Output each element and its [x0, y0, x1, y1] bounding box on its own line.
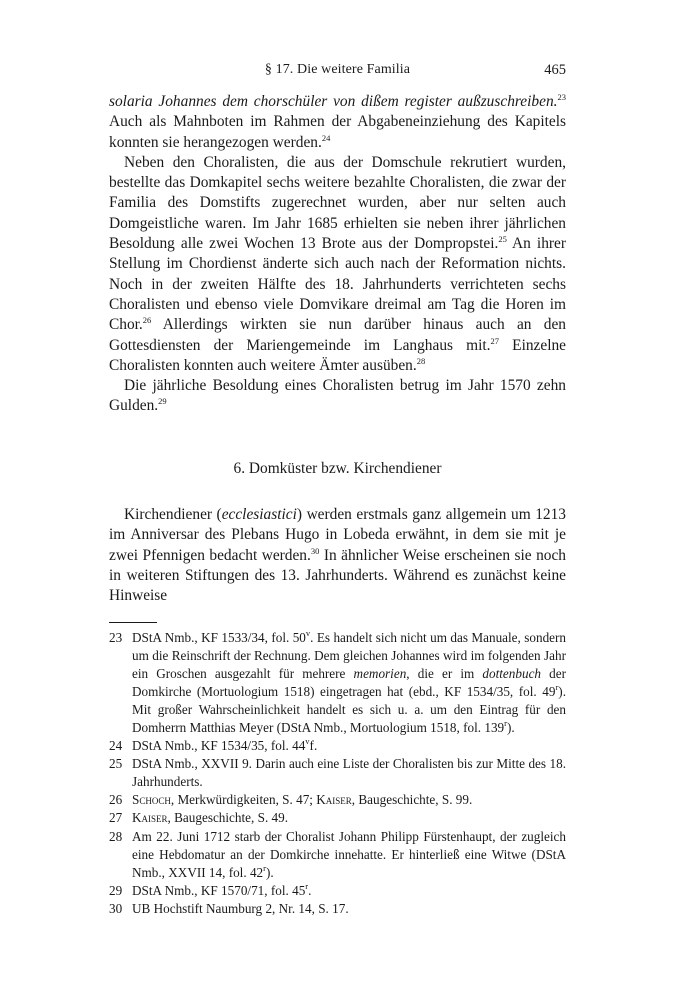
footnote-ref[interactable]: 24	[321, 132, 331, 143]
footnote-ref[interactable]: 29	[158, 396, 167, 407]
footnote-text: DStA Nmb., KF 1570/71, fol. 45	[132, 882, 306, 898]
footnote-number: 23	[109, 629, 123, 645]
footnote-separator	[109, 622, 157, 623]
paragraph	[109, 376, 566, 417]
footnote-text: , Baugeschichte, S. 99.	[351, 792, 473, 808]
paragraph	[109, 505, 566, 606]
footnote-ref[interactable]: 30	[310, 545, 320, 556]
paragraph-text: Einzelne Choralisten konnten auch weitere Ämter ausüben.	[109, 336, 567, 374]
folio-side: r	[263, 862, 266, 873]
footnote-text: , Merkwürdigkeiten, S. 47;	[170, 792, 317, 808]
footnote-ref[interactable]: 23	[557, 92, 566, 102]
footnote	[109, 882, 566, 900]
footnote	[109, 828, 566, 882]
folio-side: r	[305, 880, 309, 891]
footnote-ref[interactable]: 27	[490, 335, 500, 346]
footnote-text: der Domkirche (Mortuologium 1518) eingetragen hat (ebd., KF 1534/35, fol. 49	[132, 665, 567, 699]
folio-side: v	[305, 627, 311, 638]
footnote-text: UB Hochstift Naumburg 2, Nr. 14, S. 17.	[132, 900, 349, 916]
paragraph-text: Kirchendiener (	[124, 506, 222, 524]
author-name: Kaiser	[132, 810, 168, 826]
footnote-text: ).	[507, 720, 515, 735]
footnote-text: DStA Nmb., XXVII 9. Darin auch eine Liste der Choralisten bis zur Mitte des 18. Jahrhunderts.	[132, 756, 566, 790]
section-heading: 6. Domküster bzw. Kirchendiener	[233, 459, 442, 477]
footnote	[109, 755, 566, 791]
footnote-number: 26	[109, 792, 123, 808]
footnote-ref[interactable]: 26	[142, 315, 152, 326]
footnote-text: ). Mit großer Wahrscheinlichkeit handelt es sich u. a. um den Eintrag für den Domherrn Matthias Meyer (DStA Nmb., Mortuologium 1518, fol. 139	[132, 683, 566, 735]
footnote	[109, 629, 566, 738]
footnote-text: DStA Nmb., KF 1533/34, fol. 50	[132, 629, 306, 645]
footnote	[109, 791, 566, 809]
footnote-ref[interactable]: 28	[416, 355, 426, 366]
main-text	[109, 92, 566, 607]
italic-term: memorien	[353, 665, 407, 681]
paragraph-text: In ähnlicher Weise erscheinen sie noch in weiteren Stiftungen des 13. Jahrhunderts. Während es zunächst keine Hinweise	[109, 546, 566, 605]
footnote	[109, 809, 566, 827]
footnote-text: Am 22. Juni 1712 starb der Choralist Johann Philipp Fürstenhaupt, der zugleich eine Hebdomatur an der Domkirche innehatte. Er hinterließ eine Witwe (DStA Nmb., XXVII 14, fol. 42	[132, 828, 566, 880]
paragraph-text: ) werden erstmals ganz allgemein um 1213 im Anniversar des Plebans Hugo in Lobeda erwähnt, in dem sie mit je zwei Pfennigen bedacht werden.	[109, 506, 566, 564]
footnote-text: , die er im	[406, 665, 483, 681]
footnote-number: 30	[109, 900, 123, 916]
italic-term: dottenbuch	[482, 665, 542, 681]
footnote-text: .	[308, 882, 312, 898]
paragraph	[109, 92, 566, 153]
running-head-section: § 17. Die weitere Familia	[264, 62, 411, 77]
paragraph-text: Neben den Choralisten, die aus der Domschule rekrutiert wurden, bestellte das Domkapitel sechs weitere bezahlte Choralisten, die zwar der Familia des Domstifts zugerechnet wurden, aber nur selten auch Domgeistliche waren. Im Jahr 1685 erhielten sie neben ihrer jährlichen Besoldung alle zwei Wochen 13 Brote aus der Dompropstei.	[109, 153, 566, 253]
footnote-text: . Es handelt sich nicht um das Manuale, sondern um die Reinschrift der Rechnung. Dem gleichen Johannes wird im folgenden Jahr ein Groschen ausgezahlt für mehrere	[132, 629, 566, 681]
folio-side: r	[504, 718, 507, 728]
footnote-text: f.	[309, 738, 318, 754]
italic-quote: solaria Johannes dem chorschüler von dißem register außzuschreiben.	[109, 93, 558, 110]
italic-term: ecclesiastici	[221, 506, 297, 524]
paragraph-text: An ihrer Stellung im Chordienst änderte sich auch nach der Reformation nichts. Noch in der zweiten Hälfte des 18. Jahrhunderts verrichteten sechs Choralisten und ebenso viele Domvikare dreimal am Tag die Horen im Chor.	[109, 235, 566, 334]
paragraph-text: Auch als Mahnboten im Rahmen der Abgabeneinziehung des Kapitels konnten sie herangezogen werden.	[109, 113, 566, 151]
running-head	[109, 58, 566, 82]
footnote-number: 28	[109, 828, 123, 844]
paragraph-text: Die jährliche Besoldung eines Choralisten betrug im Jahr 1570 zehn Gulden.	[109, 377, 566, 415]
paragraph	[109, 153, 566, 376]
footnotes	[109, 629, 566, 919]
footnote-number: 24	[109, 738, 123, 754]
folio-side: r	[555, 681, 559, 692]
footnote-number: 25	[109, 756, 123, 772]
footnote-number: 27	[109, 810, 123, 826]
footnote-text: DStA Nmb., KF 1534/35, fol. 44	[132, 738, 306, 754]
footnote-text: ).	[265, 864, 274, 880]
footnote	[109, 900, 566, 918]
paragraph-text: Allerdings wirkten sie nun darüber hinaus auch an den Gottesdiensten der Mariengemeinde im Langhaus mit.	[109, 316, 566, 354]
footnote-ref[interactable]: 25	[498, 234, 507, 245]
book-page	[109, 58, 566, 918]
folio-side: v	[305, 736, 310, 747]
footnote-number: 29	[109, 882, 123, 898]
footnote	[109, 737, 566, 755]
author-name: Schoch	[132, 792, 171, 808]
page-number: 465	[544, 62, 566, 78]
footnote-text: , Baugeschichte, S. 49.	[167, 810, 289, 826]
author-name: Kaiser	[316, 792, 352, 808]
